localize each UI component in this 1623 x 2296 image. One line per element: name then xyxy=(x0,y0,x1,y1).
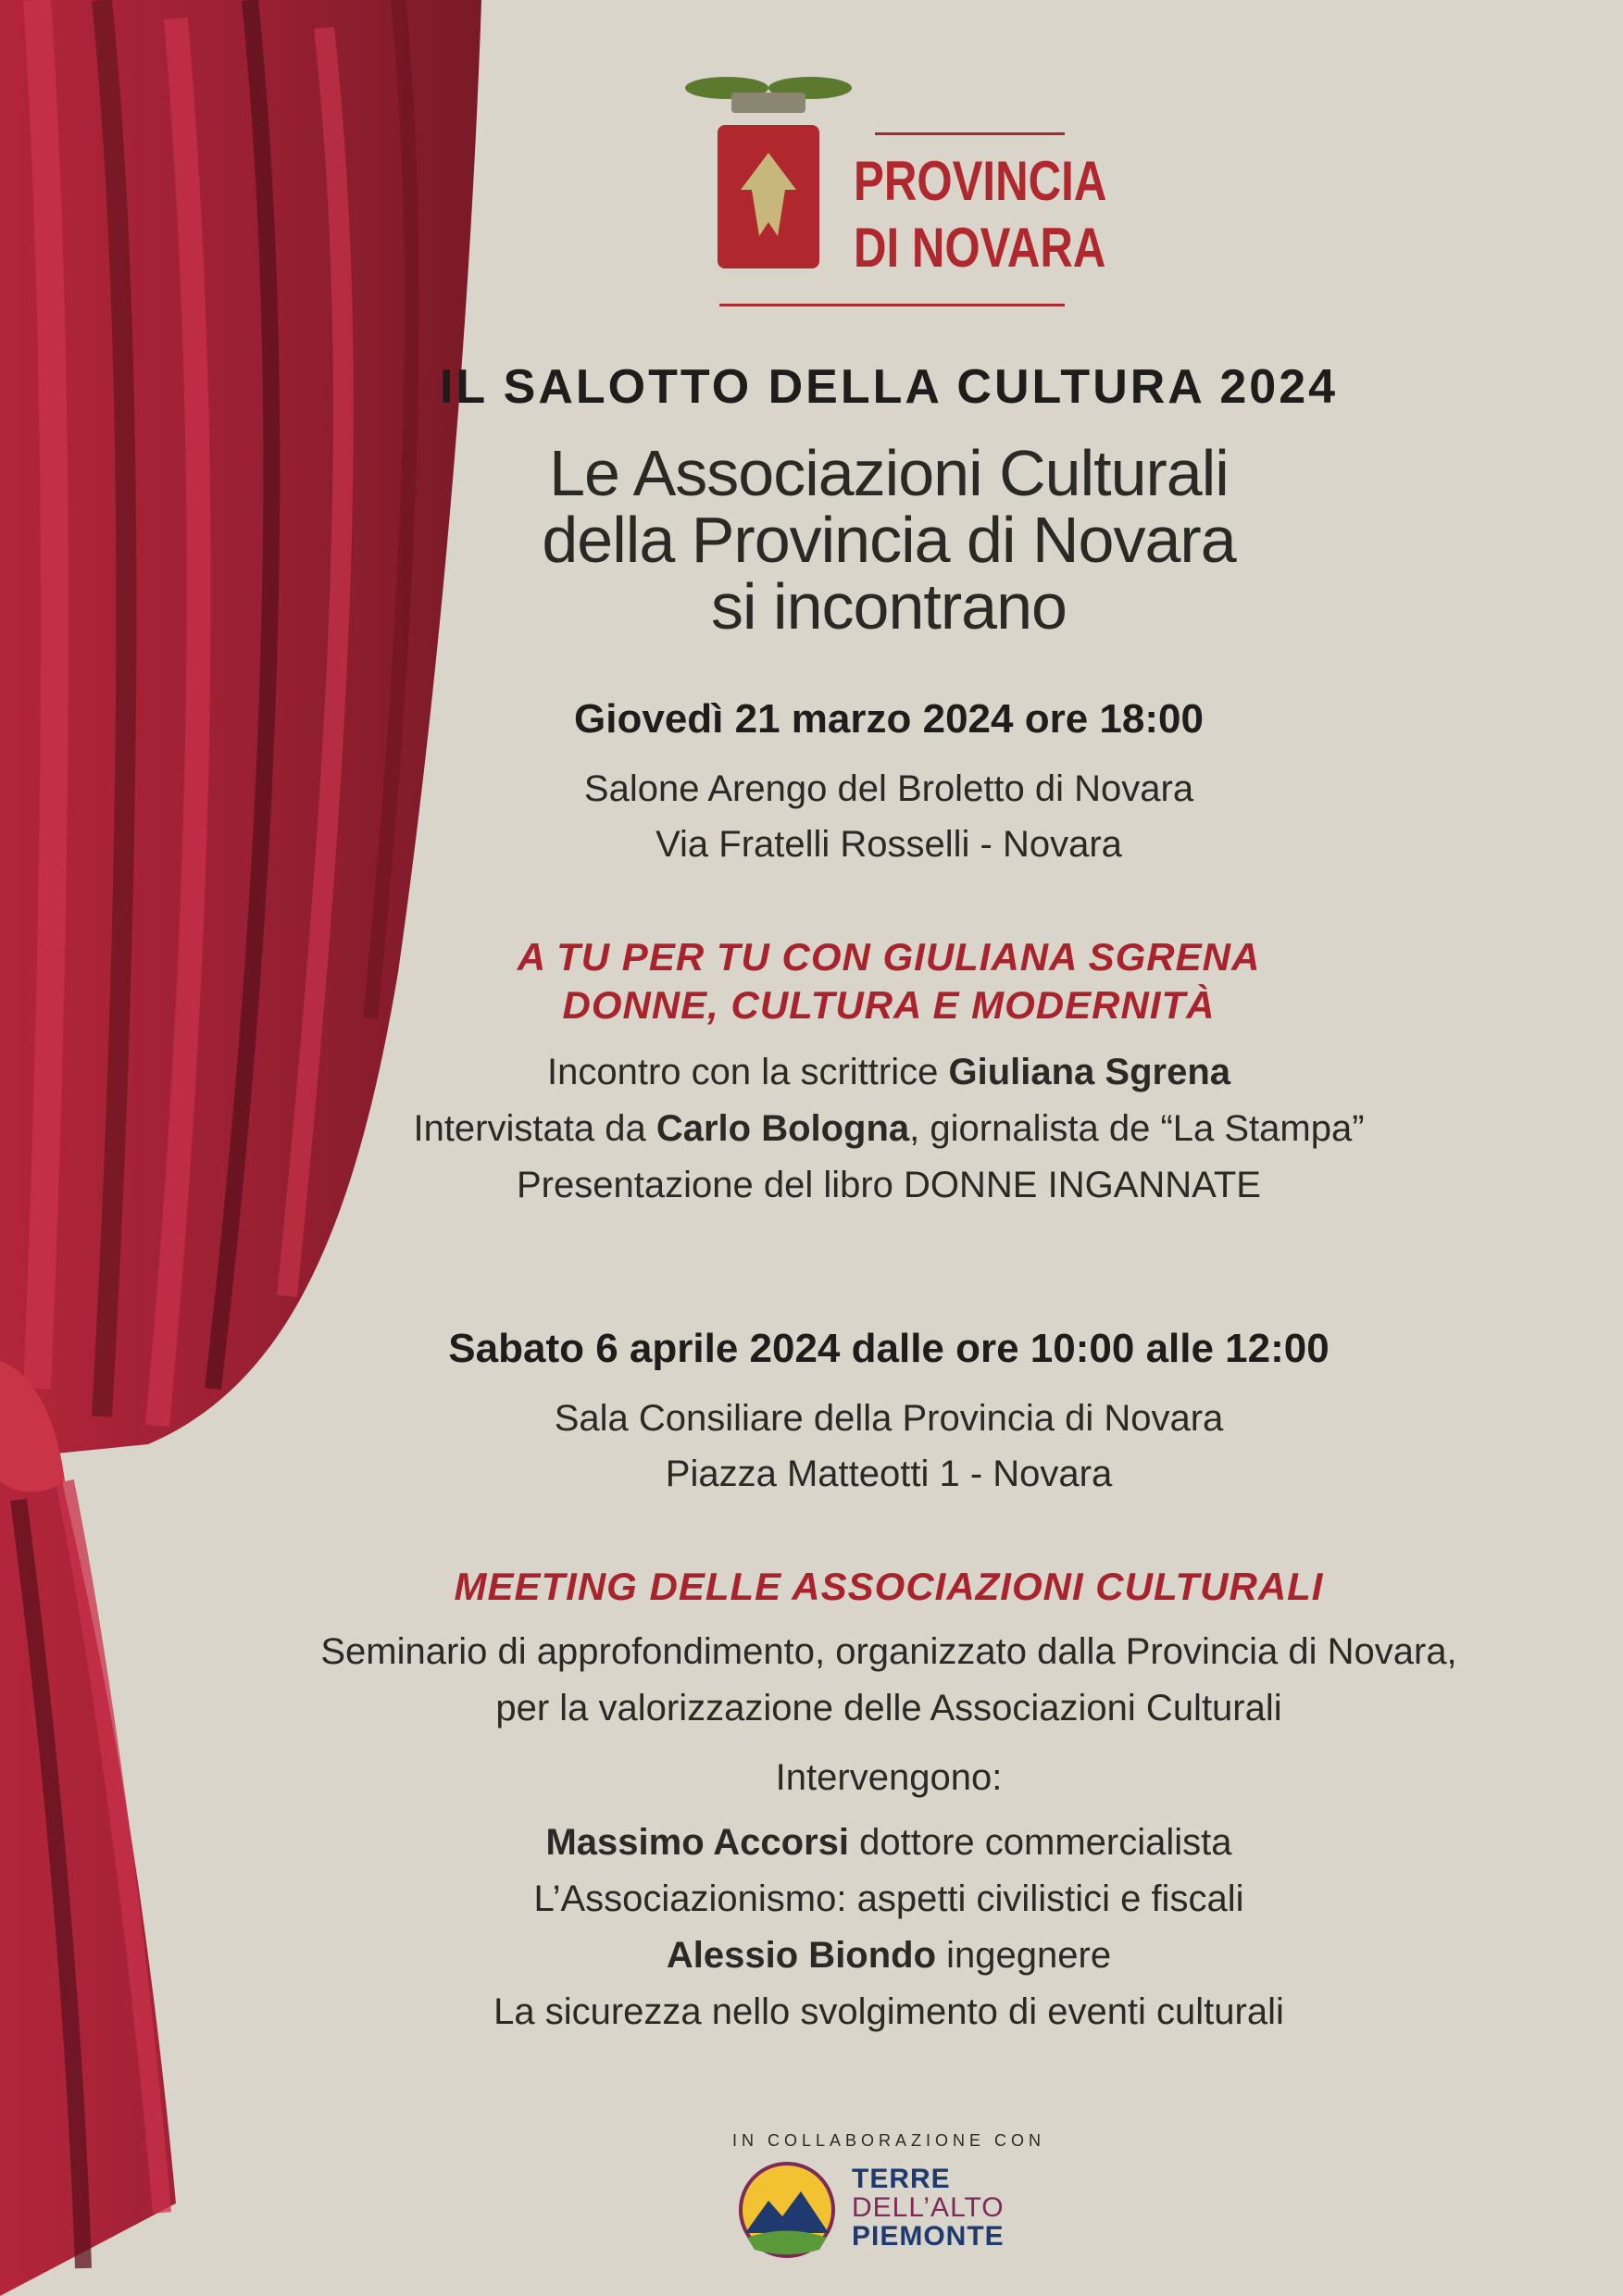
event1-date: Giovedì 21 marzo 2024 ore 18:00 xyxy=(574,696,1204,742)
logo-rule-bottom xyxy=(719,304,1065,306)
poster-title: IL SALOTTO DELLA CULTURA 2024 xyxy=(439,360,1339,414)
collaboration-label: IN COLLABORAZIONE CON xyxy=(731,2131,1046,2150)
logo-text: PROVINCIA DI NOVARA xyxy=(854,150,1107,279)
event1-description: Incontro con la scrittrice Giuliana Sgrena Intervistata da Carlo Bologna, giornalista de “La Stampa” Presentazione del libro DONNE INGANNATE xyxy=(413,1052,1365,1205)
event1-headline: A TU PER TU CON GIULIANA SGRENA DONNE, CULTURA E MODERNITÀ xyxy=(517,935,1261,1027)
partner-name: TERRE DELL’ALTO PIEMONTE xyxy=(852,2164,1005,2252)
logo-rule-top xyxy=(875,132,1065,135)
speakers-label: Intervengono: xyxy=(775,1757,1003,1798)
event1-venue: Salone Arengo del Broletto di Novara Via Fratelli Rosselli - Novara xyxy=(583,768,1194,865)
event2-date: Sabato 6 aprile 2024 dalle ore 10:00 alle 12:00 xyxy=(448,1326,1330,1371)
speakers-list: Massimo Accorsi dottore commercialista L’Associazionismo: aspetti civilistici e fiscali Alessio Biondo ingegnere La sicurezza nello svolgimento di eventi culturali xyxy=(493,1822,1284,2032)
event2-venue: Sala Consiliare della Provincia di Novara Piazza Matteotti 1 - Novara xyxy=(554,1398,1224,1494)
event2-headline: MEETING DELLE ASSOCIAZIONI CULTURALI xyxy=(454,1565,1324,1608)
event2-description: Seminario di approfondimento, organizzato dalla Provincia di Novara, per la valorizzazione delle Associazioni Culturali xyxy=(320,1631,1457,1728)
poster-subtitle: Le Associazioni Culturali della Provincia di Novara si incontrano xyxy=(542,437,1236,643)
